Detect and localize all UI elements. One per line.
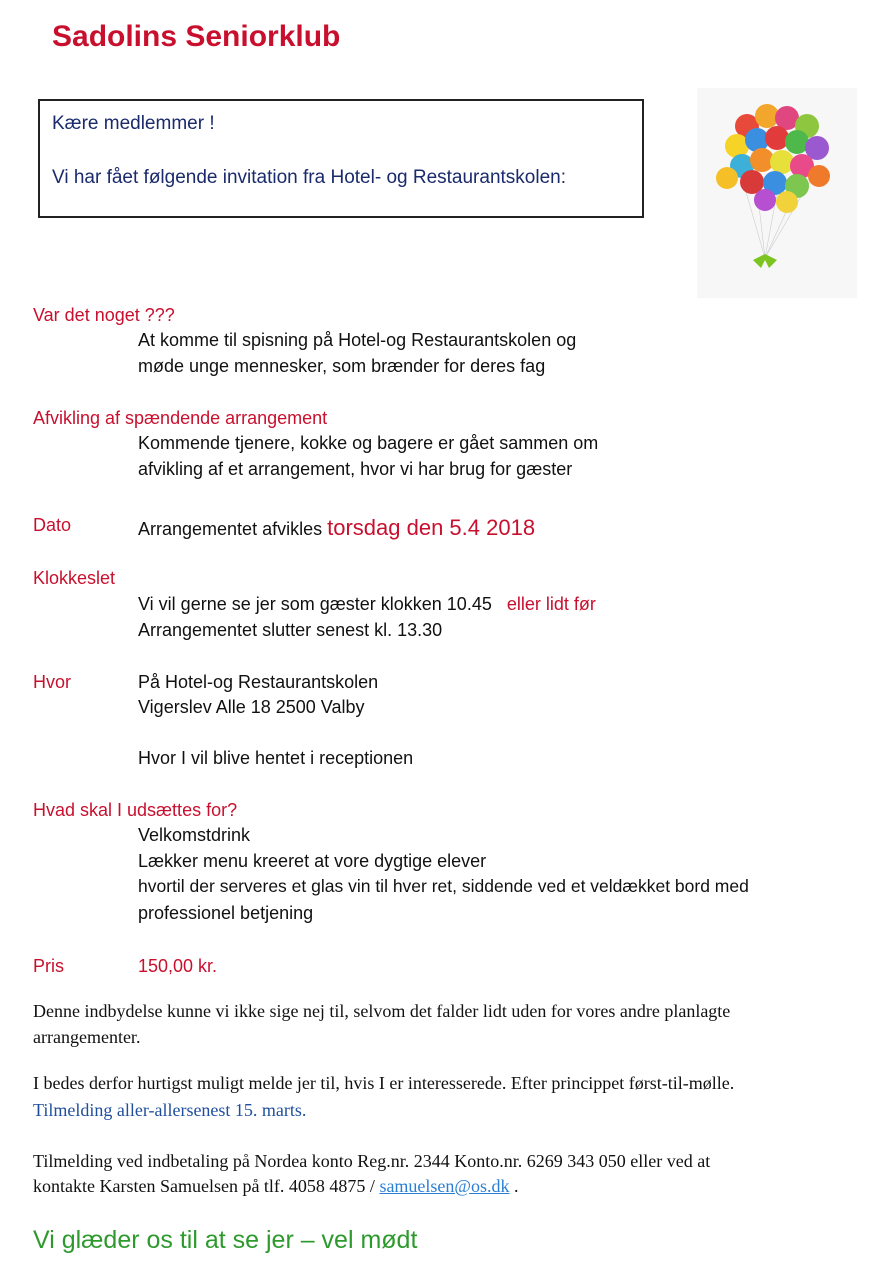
paragraph-1-line-1: Denne indbydelse kunne vi ikke sige nej til, selvom det falder lidt uden for vores andre planlagte: [33, 1001, 731, 1021]
page-title: Sadolins Seniorklub: [52, 20, 341, 53]
klok-line-2: Arrangementet slutter senest kl. 13.30: [138, 620, 443, 640]
pris-value: 150,00 kr.: [138, 956, 218, 976]
hvor-line-1: På Hotel-og Restaurantskolen: [138, 672, 379, 692]
sentence-end: .: [514, 1176, 519, 1196]
hvad-line-2: Lækker menu kreeret at vore dygtige elever: [138, 851, 487, 871]
klok-line-1: [138, 594, 596, 615]
paragraph-3-line-2: [33, 1176, 519, 1197]
afv-line-2: afvikling af et arrangement, hvor vi har brug for gæster: [138, 459, 573, 479]
intro-text: Vi har fået følgende invitation fra Hotel- og Restaurantskolen:: [52, 167, 566, 188]
hvad-line-4: professionel betjening: [138, 903, 314, 923]
paragraph-3-line-1: Tilmelding ved indbetaling på Nordea konto Reg.nr. 2344 Konto.nr. 6269 343 050 eller ved at: [33, 1151, 711, 1171]
dato-text: [138, 515, 535, 541]
dato-highlight: torsdag den 5.4 2018: [327, 515, 536, 540]
var-line-2: møde unge mennesker, som brænder for deres fag: [138, 356, 546, 376]
klok-note: eller lidt før: [506, 594, 596, 614]
label-var-det-noget: Var det noget ???: [33, 305, 175, 325]
label-hvor: Hvor: [33, 672, 72, 692]
afv-line-1: Kommende tjenere, kokke og bagere er gået sammen om: [138, 433, 599, 453]
dato-prefix: Arrangementet afvikles: [138, 519, 323, 539]
label-afvikling: Afvikling af spændende arrangement: [33, 408, 328, 428]
label-pris: Pris: [33, 956, 64, 976]
label-hvad: Hvad skal I udsættes for?: [33, 800, 238, 820]
balloons-image: [697, 88, 857, 298]
var-line-1: At komme til spisning på Hotel-og Restaurantskolen og: [138, 330, 577, 350]
intro-box: [38, 99, 644, 218]
paragraph-2-line-1: I bedes derfor hurtigst muligt melde jer til, hvis I er interesserede. Efter princippet først-til-mølle.: [33, 1073, 735, 1093]
greeting: Kære medlemmer !: [52, 113, 215, 134]
hvor-line-3: Hvor I vil blive hentet i receptionen: [138, 748, 414, 768]
closing-line: Vi glæder os til at se jer – vel mødt: [33, 1226, 418, 1254]
balloons-icon: [697, 88, 857, 298]
hvor-line-2: Vigerslev Alle 18 2500 Valby: [138, 697, 365, 717]
hvad-line-3: hvortil der serveres et glas vin til hver ret, siddende ved et veldækket bord med: [138, 876, 749, 896]
deadline-text: Tilmelding aller-allersenest 15. marts.: [33, 1100, 307, 1120]
label-klokkeslet: Klokkeslet: [33, 568, 116, 588]
contact-text: kontakte Karsten Samuelsen på tlf. 4058 4875 /: [33, 1176, 375, 1196]
hvad-line-1: Velkomstdrink: [138, 825, 251, 845]
label-dato: Dato: [33, 515, 72, 535]
email-link[interactable]: samuelsen@os.dk: [379, 1176, 510, 1196]
paragraph-1-line-2: arrangementer.: [33, 1027, 141, 1047]
klok-time-text: Vi vil gerne se jer som gæster klokken 10.45: [138, 594, 492, 614]
